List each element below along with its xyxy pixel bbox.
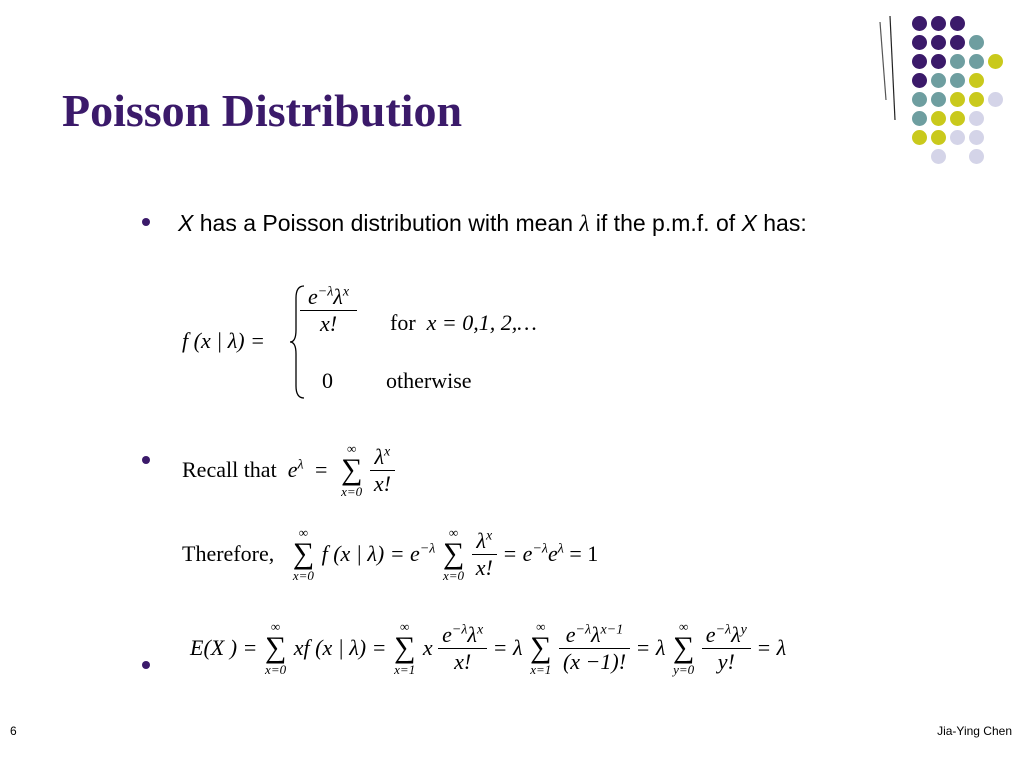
dot-purple bbox=[931, 54, 946, 69]
sum-upper: ∞ bbox=[270, 619, 281, 634]
therefore-tail-a: = e bbox=[502, 541, 533, 566]
exp-sum1: ∞ ∑ x=0 bbox=[264, 619, 287, 677]
bullet-poisson-definition bbox=[178, 206, 878, 241]
pmf-num-e: e bbox=[308, 284, 318, 309]
dot-purple bbox=[950, 16, 965, 31]
recall-formula: Recall that $e^\lambda$ = ∞ ∑ x=0 $\frac{\lambda^x}{x!}$ bbox=[182, 442, 395, 498]
dot-lavender bbox=[988, 92, 1003, 107]
sum-lower: x=0 bbox=[292, 568, 314, 583]
pmf-case2-value: 0 bbox=[322, 368, 333, 393]
dot-purple bbox=[912, 35, 927, 50]
therefore-sum: ∞ ∑ x=0 bbox=[292, 525, 315, 583]
pmf-for-word: for bbox=[390, 310, 416, 335]
therefore-tail-b: e bbox=[547, 541, 558, 566]
dot-teal bbox=[912, 111, 927, 126]
therefore-frac-num-exp: x bbox=[485, 528, 493, 544]
exp-term3: = λ bbox=[492, 635, 523, 660]
dot-lavender bbox=[950, 130, 965, 145]
bullet-marker bbox=[142, 218, 150, 226]
dot-yellow bbox=[969, 92, 984, 107]
exp-sum3: ∞ ∑ x=1 bbox=[530, 619, 552, 677]
exp-term5: = λ bbox=[756, 635, 787, 660]
sum-lower: x=1 bbox=[394, 662, 416, 677]
exp-f2-num-lambda-exp: x bbox=[476, 622, 484, 638]
recall-frac-num: λ bbox=[374, 443, 385, 469]
dot-teal bbox=[931, 73, 946, 88]
dot-yellow bbox=[912, 130, 927, 145]
pmf-denominator: x! bbox=[319, 311, 338, 336]
bullet-text: if the p.m.f. of bbox=[589, 210, 742, 236]
therefore-tail-b-exp: λ bbox=[557, 541, 564, 557]
bullet-marker bbox=[142, 661, 150, 669]
sum-lower: y=0 bbox=[673, 662, 695, 677]
dot-teal bbox=[912, 92, 927, 107]
exp-sum4: ∞ ∑ y=0 bbox=[672, 619, 695, 677]
recall-frac-num-exp: x bbox=[384, 444, 391, 460]
recall-lhs-exp: λ bbox=[297, 457, 304, 473]
dot-yellow bbox=[931, 111, 946, 126]
pmf-num-lambda-exp: x bbox=[342, 284, 350, 300]
dot-yellow bbox=[950, 92, 965, 107]
dot-yellow bbox=[950, 111, 965, 126]
pmf-case-fraction bbox=[300, 284, 357, 337]
dot-yellow bbox=[969, 73, 984, 88]
author-name: Jia-Ying Chen bbox=[937, 724, 1012, 738]
exp-f3-num: e bbox=[565, 621, 576, 647]
exp-f2-num-exp: −λ bbox=[451, 622, 468, 638]
therefore-frac-den: x! bbox=[475, 554, 493, 580]
dot-lavender bbox=[969, 130, 984, 145]
exp-f3-num-lambda-exp: x−1 bbox=[600, 622, 624, 638]
sum-upper: ∞ bbox=[298, 525, 309, 540]
dot-purple bbox=[931, 35, 946, 50]
dot-purple bbox=[931, 16, 946, 31]
exp-f3-den: (x −1)! bbox=[562, 648, 627, 674]
therefore-tail-c: = 1 bbox=[569, 541, 599, 566]
exp-term4: = λ bbox=[635, 635, 666, 660]
dot-teal bbox=[950, 73, 965, 88]
recall-sum: ∞ ∑ x=0 bbox=[340, 441, 363, 499]
sum-lower: x=0 bbox=[341, 484, 363, 499]
dot-purple bbox=[912, 16, 927, 31]
sum-upper: ∞ bbox=[448, 525, 459, 540]
exp-sum2: ∞ ∑ x=1 bbox=[393, 619, 416, 677]
dot-purple bbox=[912, 73, 927, 88]
sum-lower: x=0 bbox=[265, 662, 287, 677]
pmf-case2-condition: otherwise bbox=[386, 368, 472, 393]
dot-teal bbox=[969, 35, 984, 50]
therefore-frac-num: λ bbox=[476, 527, 486, 553]
exp-f3-num-exp: −λ bbox=[575, 622, 592, 638]
pmf-domain: x = 0,1, 2,… bbox=[426, 310, 537, 335]
sum-lower: x=1 bbox=[530, 662, 552, 677]
exp-f2-den: x! bbox=[454, 648, 472, 674]
exp-f3-num-lambda: λ bbox=[591, 621, 601, 647]
recall-label: Recall that bbox=[182, 457, 277, 482]
dot-yellow bbox=[931, 130, 946, 145]
bullet-marker bbox=[142, 456, 150, 464]
dot-lavender bbox=[969, 149, 984, 164]
dot-teal bbox=[950, 54, 965, 69]
pmf-num-exp: −λ bbox=[317, 284, 334, 300]
exp-f4-den: y! bbox=[717, 648, 735, 674]
dot-yellow bbox=[988, 54, 1003, 69]
sum-upper: ∞ bbox=[678, 619, 689, 634]
exp-term2: x bbox=[422, 635, 433, 660]
therefore-formula bbox=[182, 526, 598, 582]
exp-f4-num-lambda: λ bbox=[731, 621, 741, 647]
therefore-term1: f (x | λ) = e bbox=[321, 541, 420, 566]
expectation-formula bbox=[190, 620, 786, 676]
dot-lavender bbox=[931, 149, 946, 164]
recall-frac-den: x! bbox=[373, 470, 391, 496]
dot-purple bbox=[912, 54, 927, 69]
exp-f4-num: e bbox=[705, 621, 716, 647]
sum-upper: ∞ bbox=[400, 619, 410, 634]
dot-purple bbox=[950, 35, 965, 50]
exp-f4-num-exp: −λ bbox=[715, 622, 732, 638]
recall-lhs: e bbox=[287, 457, 298, 482]
exp-f4-num-lambda-exp: y bbox=[740, 622, 747, 638]
dot-lavender bbox=[969, 111, 984, 126]
therefore-term1-exp: −λ bbox=[419, 541, 436, 557]
exp-term1: xf (x | λ) = bbox=[293, 635, 387, 660]
pmf-case1-condition bbox=[390, 310, 537, 336]
therefore-sum2: ∞ ∑ x=0 bbox=[442, 525, 465, 583]
exp-f2-num-lambda: λ bbox=[467, 621, 477, 647]
dot-teal bbox=[931, 92, 946, 107]
slide-title: Poisson Distribution bbox=[62, 85, 463, 136]
exp-f2-num: e bbox=[442, 621, 452, 647]
var-x: X bbox=[178, 210, 194, 236]
pmf-num-lambda: λ bbox=[333, 284, 343, 309]
sum-lower: x=0 bbox=[443, 568, 465, 583]
page-number: 6 bbox=[10, 724, 17, 738]
pmf-lhs: f (x | λ) = bbox=[182, 328, 265, 353]
dot-teal bbox=[969, 54, 984, 69]
bullet-text: has a Poisson distribution with mean bbox=[193, 210, 580, 236]
bullet-text: has: bbox=[756, 210, 807, 236]
therefore-tail-a-exp: −λ bbox=[532, 541, 548, 557]
var-x: X bbox=[741, 210, 757, 236]
sum-upper: ∞ bbox=[536, 619, 546, 634]
therefore-label: Therefore, bbox=[182, 541, 275, 566]
lambda-symbol: λ bbox=[579, 211, 590, 236]
sum-upper: ∞ bbox=[347, 441, 357, 456]
exp-lhs: E(X ) = bbox=[190, 635, 258, 660]
